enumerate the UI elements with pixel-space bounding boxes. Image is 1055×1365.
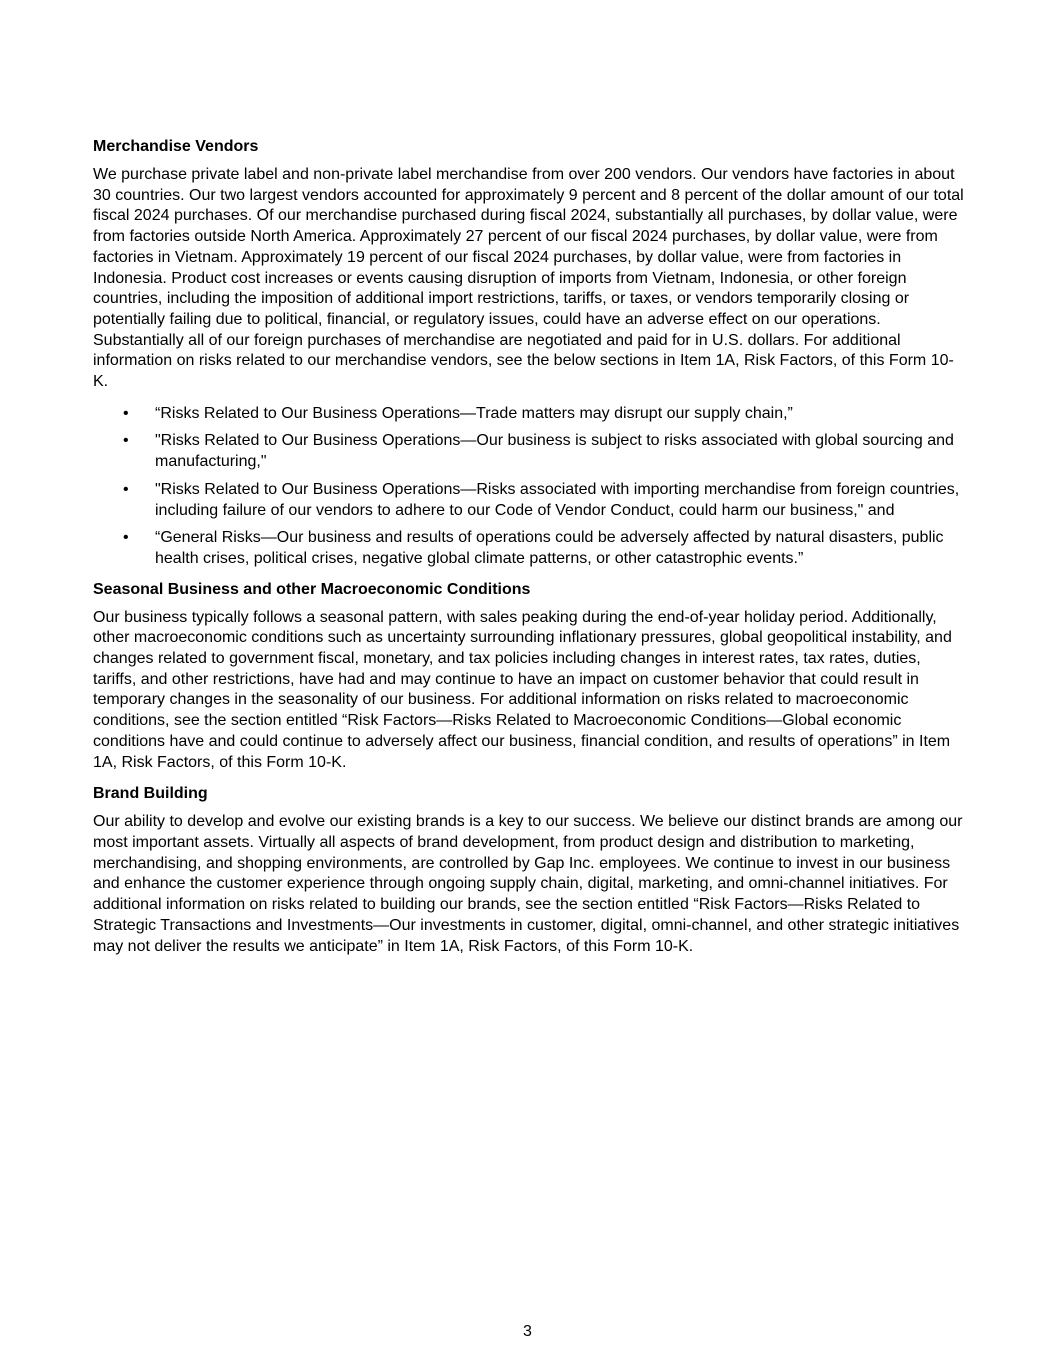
bullet-marker: • xyxy=(123,480,129,498)
list-item-text: "Risks Related to Our Business Operations—Risks associated with importing merchandise from foreign countries, including failure of our vendors to adhere to our Code of Vendor Conduct, could harm our business," and xyxy=(155,480,960,519)
paragraph-seasonal-business: Our business typically follows a seasonal pattern, with sales peaking during the end-of-year holiday period. Additionally, other macroeconomic conditions such as uncertainty surrounding inflationary pressures, global geopolitical instability, and changes related to government fiscal, monetary, and tax policies including changes in interest rates, tax rates, duties, tariffs, and other restrictions, have had and may continue to have an impact on customer behavior that could result in temporary changes in the seasonality of our business. For additional information on risks related to macroeconomic conditions, see the section entitled “Risk Factors—Risks Related to Macroeconomic Conditions—Global economic conditions have and could continue to adversely affect our business, financial condition, and results of operations” in Item 1A, Risk Factors, of this Form 10-K. xyxy=(93,608,952,771)
section-heading-seasonal-business: Seasonal Business and other Macroeconomic Conditions xyxy=(93,580,531,598)
section-heading-brand-building: Brand Building xyxy=(93,785,208,803)
risk-factors-list xyxy=(93,404,965,570)
bullet-marker: • xyxy=(123,404,129,422)
list-item xyxy=(93,431,965,472)
list-item xyxy=(93,404,965,425)
list-item xyxy=(93,480,965,521)
paragraph-brand-building: Our ability to develop and evolve our existing brands is a key to our success. We believe our distinct brands are among our most important assets. Virtually all aspects of brand development, from product design and distribution to marketing, merchandising, and shopping environments, are controlled by Gap Inc. employees. We continue to invest in our business and enhance the customer experience through ongoing supply chain, digital, marketing, and omni-channel initiatives. For additional information on risks related to building our brands, see the section entitled “Risk Factors—Risks Related to Strategic Transactions and Investments—Our investments in customer, digital, omni-channel, and other strategic initiatives may not deliver the results we anticipate” in Item 1A, Risk Factors, of this Form 10-K. xyxy=(93,813,963,955)
document-page xyxy=(93,137,965,968)
bullet-marker: • xyxy=(123,432,129,450)
paragraph-merchandise-vendors: We purchase private label and non-private label merchandise from over 200 vendors. Our vendors have factories in about 30 countries. Our two largest vendors accounted for approximately 9 percent and 8 percent of the dollar amount of our total fiscal 2024 purchases. Of our merchandise purchased during fiscal 2024, substantially all purchases, by dollar value, were from factories outside North America. Approximately 27 percent of our fiscal 2024 purchases, by dollar value, were from factories in Vietnam. Approximately 19 percent of our fiscal 2024 purchases, by dollar value, were from factories in Indonesia. Product cost increases or events causing disruption of imports from Vietnam, Indonesia, or other foreign countries, including the imposition of additional import restrictions, tariffs, or taxes, or vendors temporarily closing or potentially failing due to political, financial, or regulatory issues, could have an adverse effect on our operations. Substantially all of our foreign purchases of merchandise are negotiated and paid for in U.S. dollars. For additional information on risks related to our merchandise vendors, see the below sections in Item 1A, Risk Factors, of this Form 10-K. xyxy=(93,166,964,391)
bullet-marker: • xyxy=(123,529,129,547)
list-item-text: “Risks Related to Our Business Operations—Trade matters may disrupt our supply chain,” xyxy=(155,404,793,422)
list-item xyxy=(93,528,965,569)
section-heading-merchandise-vendors: Merchandise Vendors xyxy=(93,138,259,155)
list-item-text: “General Risks—Our business and results of operations could be adversely affected by natural disasters, public health crises, political crises, negative global climate patterns, or other catastrophic events.” xyxy=(155,529,944,567)
list-item-text: "Risks Related to Our Business Operations—Our business is subject to risks associated with global sourcing and manufacturing," xyxy=(155,432,954,471)
page-number: 3 xyxy=(523,1323,532,1340)
